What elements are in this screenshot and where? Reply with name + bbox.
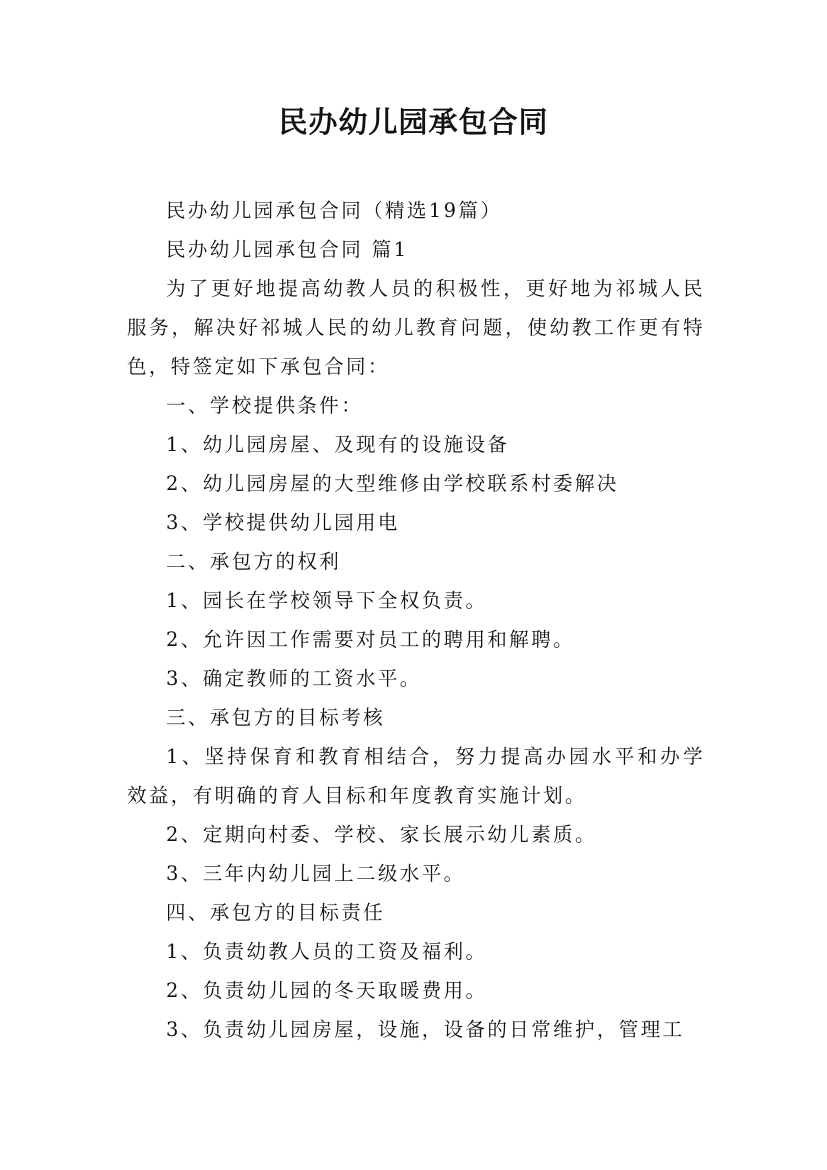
paragraph-heading-school-conditions: 一、学校提供条件：	[166, 394, 364, 417]
paragraph-section-heading: 民办幼儿园承包合同 篇1	[166, 238, 409, 261]
paragraph-item: 2、允许因工作需要对员工的聘用和解聘。	[166, 628, 576, 651]
paragraph-item: 3、负责幼儿园房屋，设施，设备的日常维护，管理工	[166, 1018, 685, 1041]
paragraph-intro: 为了更好地提高幼教人员的积极性，更好地为祁城人民服务，解决好祁城人民的幼儿教育问题，使幼教工作更有特色，特签定如下承包合同：	[127, 277, 705, 378]
paragraph-item: 3、确定教师的工资水平。	[166, 667, 422, 690]
paragraph-item: 2、定期向村委、学校、家长展示幼儿素质。	[166, 823, 597, 846]
paragraph-item: 1、幼儿园房屋、及现有的设施设备	[166, 433, 510, 456]
paragraph-subtitle: 民办幼儿园承包合同（精选19篇）	[166, 199, 503, 222]
document-body	[127, 191, 705, 1049]
paragraph-item: 1、负责幼教人员的工资及福利。	[166, 940, 488, 963]
paragraph-item: 2、负责幼儿园的冬天取暖费用。	[166, 979, 488, 1002]
paragraph-item: 3、三年内幼儿园上二级水平。	[166, 862, 466, 885]
document-title: 民办幼儿园承包合同	[278, 105, 549, 139]
paragraph-item: 2、幼儿园房屋的大型维修由学校联系村委解决	[166, 472, 619, 495]
paragraph-item: 3、学校提供幼儿园用电	[166, 511, 400, 534]
paragraph-heading-target-assessment: 三、承包方的目标考核	[166, 706, 386, 729]
paragraph-item: 1、坚持保育和教育相结合，努力提高办园水平和办学效益，有明确的育人目标和年度教育实施计划。	[127, 745, 705, 807]
paragraph-heading-contractor-rights: 二、承包方的权利	[166, 550, 342, 573]
paragraph-item: 1、园长在学校领导下全权负责。	[166, 589, 488, 612]
paragraph-heading-target-responsibility: 四、承包方的目标责任	[166, 901, 386, 924]
